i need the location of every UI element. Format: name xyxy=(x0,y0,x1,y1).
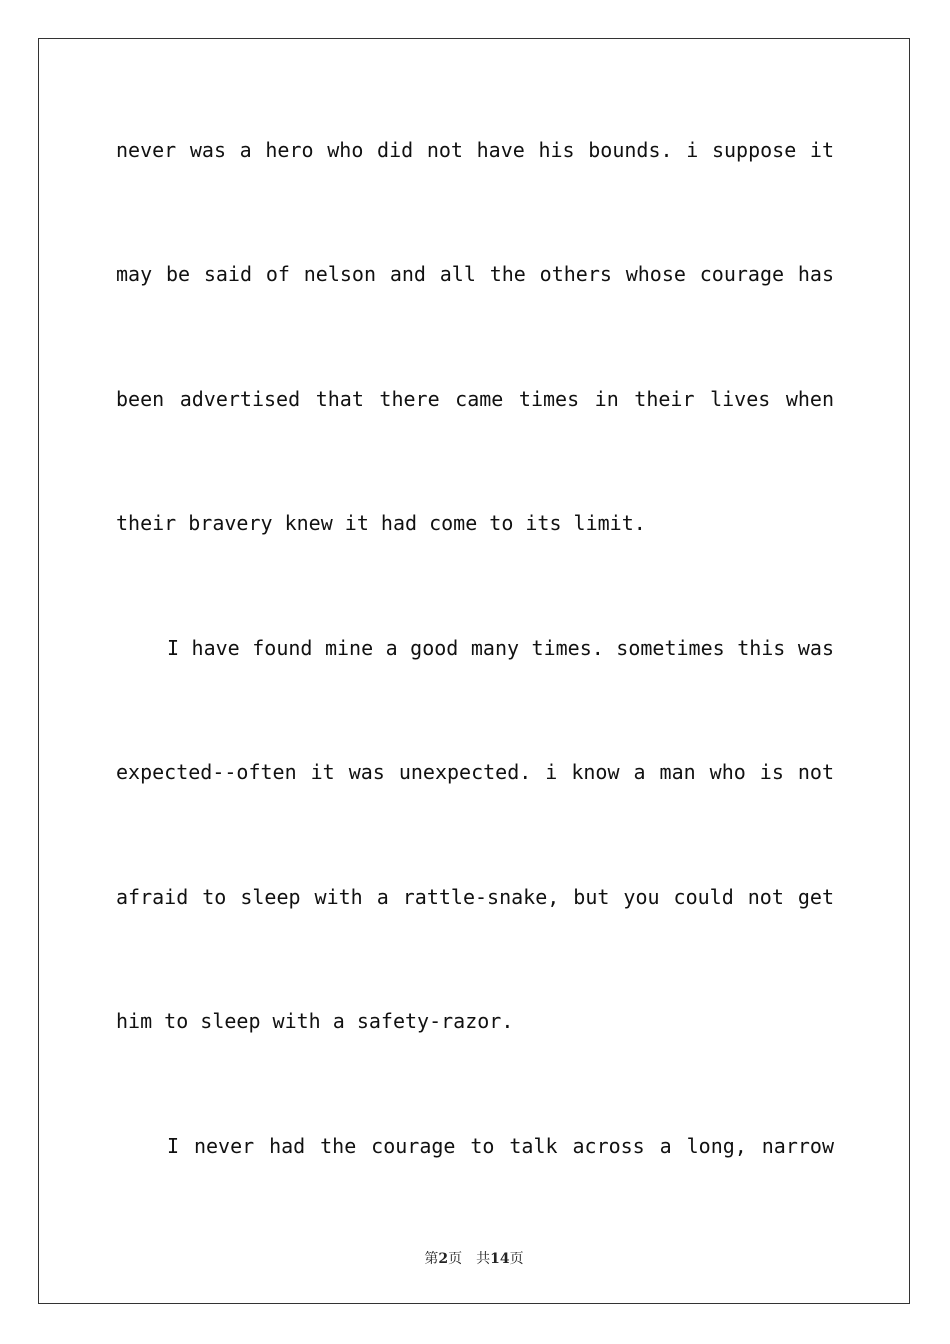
page-number: 2 xyxy=(438,1251,449,1267)
text-line: never was a hero who did not have his bounds. i suppose it xyxy=(116,138,834,162)
text-line: him to sleep with a safety-razor. xyxy=(116,1009,514,1033)
text-line: may be said of nelson and all the others whose courage has xyxy=(116,262,834,286)
page-frame xyxy=(38,38,910,1304)
total-pages: 14 xyxy=(490,1251,510,1267)
page-prefix: 第 xyxy=(424,1251,439,1267)
page-footer xyxy=(39,1248,909,1268)
total-prefix: 共 xyxy=(476,1251,491,1267)
total-suffix: 页 xyxy=(509,1251,524,1267)
page-suffix: 页 xyxy=(448,1251,463,1267)
paragraph-first-line: I never had the courage to talk across a long, narrow xyxy=(167,1134,834,1158)
text-line: expected--often it was unexpected. i know a man who is not xyxy=(116,760,834,784)
text-line: afraid to sleep with a rattle-snake, but you could not get xyxy=(116,885,834,909)
text-line: their bravery knew it had come to its limit. xyxy=(116,511,646,535)
text-line: been advertised that there came times in their lives when xyxy=(116,387,834,411)
paragraph-first-line: I have found mine a good many times. sometimes this was xyxy=(167,636,834,660)
